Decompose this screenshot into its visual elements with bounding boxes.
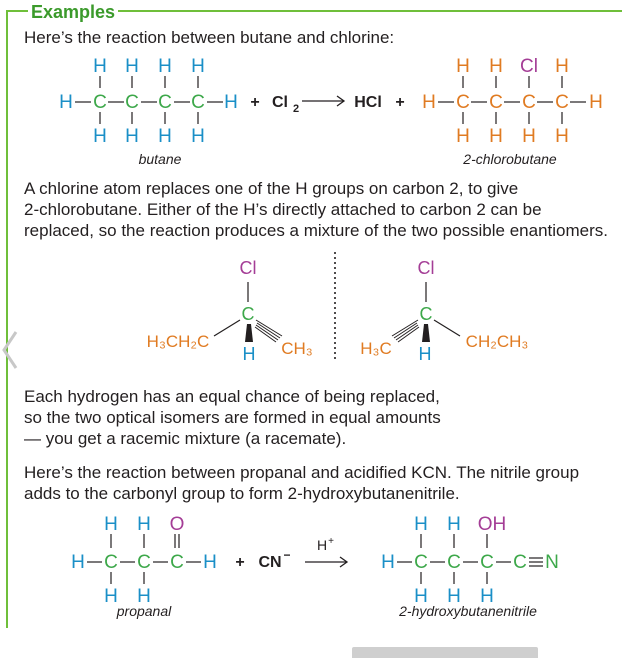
hydrogen-atom: H: [381, 552, 395, 573]
horizontal-scrollbar[interactable]: [352, 647, 538, 658]
hydrogen-atom: H: [93, 56, 107, 77]
propanal-intro: Here’s the reaction between propanal and acidified KCN. The nitrile group adds to the carbonyl group to form 2-hydroxybutanenitrile.: [24, 463, 580, 503]
hydrogen-atom: H: [59, 92, 73, 113]
reagent-chlorine: Cl: [272, 94, 288, 111]
hydrogen-atom: H: [242, 344, 256, 364]
intro-paragraph: Here’s the reaction between butane and chlorine:: [24, 28, 395, 47]
hydrogen-atom: H: [224, 92, 238, 113]
reaction-butane-chlorination: [0, 50, 629, 175]
hydrogen-atom: H: [489, 126, 503, 147]
carbon-atom: C: [125, 92, 139, 113]
ethyl-group: H₃CH₂C: [146, 332, 210, 351]
carbon-atom: C: [241, 304, 255, 324]
ethyl-group: CH₂CH₃: [465, 332, 529, 351]
hydrogen-atom: H: [137, 586, 151, 607]
carbon-atom: C: [489, 92, 503, 113]
hydrogen-atom: H: [137, 514, 151, 535]
hydroxyl-group: OH: [477, 514, 507, 535]
carbon-atom: C: [419, 304, 433, 324]
catalyst-hydrogen-ion: H: [316, 537, 328, 553]
reaction-propanal-cyanide: [0, 508, 629, 628]
carbon-atom: C: [170, 552, 184, 573]
hydrogen-atom: H: [158, 126, 172, 147]
hydrogen-atom: H: [203, 552, 217, 573]
hydrogen-atom: H: [93, 126, 107, 147]
enantiomer-explanation: A chlorine atom replaces one of the H groups on carbon 2, to give 2-chlorobutane. Either of the H’s directly attached to carbon 2 can be replaced, so the reaction produces a mixture of the two possible enantiomers.: [24, 179, 608, 240]
reagent-cyanide: CN: [258, 554, 282, 571]
hydrogen-atom: H: [414, 586, 428, 607]
box-border-top: [6, 10, 28, 12]
oxygen-atom: O: [169, 514, 185, 535]
carbon-atom: C: [522, 92, 536, 113]
caption-2-chlorobutane: 2-chlorobutane: [463, 151, 557, 167]
hydrogen-atom: H: [456, 56, 470, 77]
hydrogen-atom: H: [191, 56, 205, 77]
charge-superscript: −: [283, 548, 291, 562]
hydrogen-atom: H: [555, 126, 569, 147]
carbon-atom: C: [191, 92, 205, 113]
chlorine-atom: Cl: [520, 56, 538, 77]
plus-sign: +: [235, 554, 245, 571]
enantiomer-pair-diagram: [0, 250, 629, 375]
caption-2-hydroxybutanenitrile: 2-hydroxybutanenitrile: [399, 603, 537, 619]
carbon-atom: C: [93, 92, 107, 113]
catalyst-superscript: +: [328, 536, 334, 547]
carbon-atom: C: [104, 552, 118, 573]
plus-sign: +: [395, 94, 405, 111]
box-border-top-right: [107, 10, 622, 12]
reaction-arrow-icon: [302, 96, 344, 106]
hydrogen-atom: H: [456, 126, 470, 147]
nitrogen-atom: N: [545, 552, 559, 573]
carbon-atom: C: [414, 552, 428, 573]
product-hcl: HCl: [354, 94, 382, 111]
hydrogen-atom: H: [447, 586, 461, 607]
hydrogen-atom: H: [480, 586, 494, 607]
carbon-atom: C: [555, 92, 569, 113]
section-title: Examples: [28, 2, 118, 23]
reagent-subscript: 2: [292, 103, 300, 115]
hydrogen-atom: H: [104, 586, 118, 607]
reaction-arrow-icon: [305, 557, 347, 567]
carbon-atom: C: [480, 552, 494, 573]
plus-sign: +: [250, 94, 260, 111]
hydrogen-atom: H: [555, 56, 569, 77]
hydrogen-atom: H: [422, 92, 436, 113]
hydrogen-atom: H: [589, 92, 603, 113]
caption-butane: butane: [138, 151, 182, 167]
hydrogen-atom: H: [489, 56, 503, 77]
chlorine-atom: Cl: [239, 258, 257, 278]
chevron-left-icon[interactable]: [0, 328, 20, 372]
hydrogen-atom: H: [191, 126, 205, 147]
methyl-group: CH₃: [281, 339, 313, 358]
carbon-atom: C: [137, 552, 151, 573]
hydrogen-atom: H: [125, 126, 139, 147]
methyl-group: H₃C: [360, 339, 392, 358]
hydrogen-atom: H: [71, 552, 85, 573]
carbon-atom: C: [447, 552, 461, 573]
carbon-atom: C: [456, 92, 470, 113]
hydrogen-atom: H: [104, 514, 118, 535]
hydrogen-atom: H: [414, 514, 428, 535]
carbon-atom: C: [158, 92, 172, 113]
hydrogen-atom: H: [418, 344, 432, 364]
hydrogen-atom: H: [125, 56, 139, 77]
hydrogen-atom: H: [447, 514, 461, 535]
racemate-explanation: Each hydrogen has an equal chance of being replaced, so the two optical isomers are formed in equal amounts — you get a racemic mixture (a racemate).: [24, 387, 441, 448]
carbon-atom: C: [513, 552, 527, 573]
chlorine-atom: Cl: [417, 258, 435, 278]
hydrogen-atom: H: [522, 126, 536, 147]
hydrogen-atom: H: [158, 56, 172, 77]
caption-propanal: propanal: [116, 603, 172, 619]
